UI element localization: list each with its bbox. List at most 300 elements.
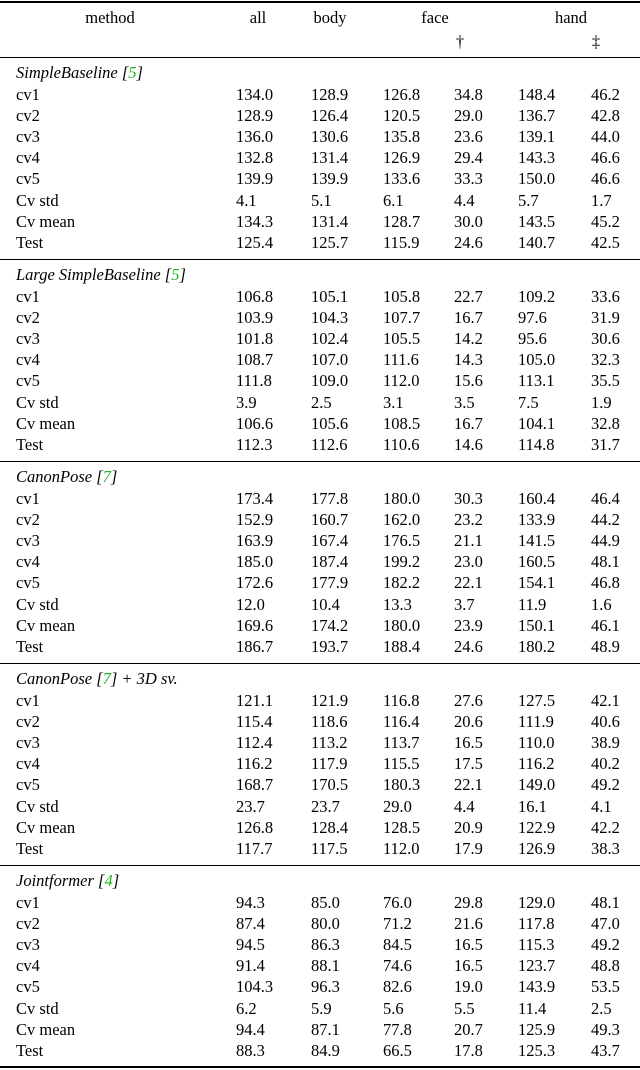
cell-hand: 5.7 [518, 190, 539, 210]
cell-hand: 110.0 [518, 733, 555, 753]
cell-body: 170.5 [311, 775, 349, 795]
cell-hand-sub: 2.5 [591, 998, 612, 1018]
row-label: cv3 [16, 733, 40, 753]
cell-all: 104.3 [236, 977, 274, 997]
cell-face: 6.1 [383, 190, 404, 210]
cell-body: 117.9 [311, 754, 348, 774]
cell-body: 88.1 [311, 956, 340, 976]
cell-hand-sub: 44.9 [591, 531, 620, 551]
header-all: all [249, 8, 267, 27]
cell-hand: 127.5 [518, 691, 556, 710]
cell-face-sub: 30.0 [454, 211, 483, 231]
header-hand: hand [554, 8, 588, 27]
cell-body: 128.4 [311, 817, 349, 837]
cell-all: 134.0 [236, 85, 274, 104]
cell-hand: 7.5 [518, 392, 539, 412]
cell-hand-sub: 49.3 [591, 1019, 620, 1039]
row-label: cv5 [16, 573, 40, 593]
cell-face-sub: 21.6 [454, 914, 483, 934]
cell-hand-sub: 1.6 [591, 594, 612, 614]
cell-face: 135.8 [383, 127, 421, 147]
cell-hand-sub: 32.8 [591, 413, 620, 433]
cell-hand: 125.3 [518, 1040, 556, 1060]
cell-body: 105.6 [311, 413, 349, 433]
cell-face: 108.5 [383, 413, 421, 433]
cell-all: 112.3 [236, 434, 273, 454]
cell-hand-sub: 46.2 [591, 85, 620, 104]
row-label: Cv mean [16, 615, 76, 635]
cell-face-sub: 23.6 [454, 127, 483, 147]
citation-link[interactable]: 5 [171, 265, 180, 284]
cell-hand: 148.4 [518, 85, 556, 104]
cell-face: 128.5 [383, 817, 421, 837]
cell-hand: 11.9 [518, 594, 547, 614]
cell-face-sub: 34.8 [454, 85, 483, 104]
cell-hand-sub: 1.7 [591, 190, 612, 210]
citation-link[interactable]: 7 [102, 467, 111, 486]
cell-body: 113.2 [311, 733, 348, 753]
cell-face: 3.1 [383, 392, 404, 412]
cell-body: 177.9 [311, 573, 349, 593]
cell-face: 66.5 [383, 1040, 412, 1060]
row-label: Test [16, 636, 44, 656]
cell-face-sub: 29.0 [454, 106, 483, 126]
row-label: Cv std [16, 594, 59, 614]
cell-hand: 126.9 [518, 838, 556, 858]
cell-face: 182.2 [383, 573, 421, 593]
cell-face: 76.0 [383, 893, 412, 912]
cell-face-sub: 20.7 [454, 1019, 483, 1039]
cell-all: 172.6 [236, 573, 274, 593]
cell-body: 131.4 [311, 211, 349, 231]
cell-all: 88.3 [236, 1040, 265, 1060]
cell-face: 113.7 [383, 733, 420, 753]
cell-hand-sub: 42.1 [591, 691, 620, 710]
cell-body: 139.9 [311, 169, 349, 189]
cell-body: 177.8 [311, 489, 349, 508]
cell-all: 116.2 [236, 754, 273, 774]
cell-all: 134.3 [236, 211, 274, 231]
cell-body: 5.9 [311, 998, 332, 1018]
cell-face-sub: 15.6 [454, 371, 483, 391]
cell-body: 130.6 [311, 127, 349, 147]
cell-body: 121.9 [311, 691, 349, 710]
cell-body: 2.5 [311, 392, 332, 412]
cell-hand: 180.2 [518, 636, 556, 656]
cell-hand-sub: 48.1 [591, 552, 620, 572]
row-label: Cv std [16, 190, 59, 210]
section-title-text: SimpleBaseline [ [16, 63, 129, 82]
row-label: cv5 [16, 169, 40, 189]
cell-face-sub: 22.1 [454, 573, 483, 593]
cell-face-sub: 22.7 [454, 287, 483, 306]
cell-body: 118.6 [311, 712, 348, 732]
row-label: cv1 [16, 691, 40, 710]
cell-body: 23.7 [311, 796, 340, 816]
cell-hand: 109.2 [518, 287, 556, 306]
cell-hand: 125.9 [518, 1019, 556, 1039]
cell-body: 105.1 [311, 287, 349, 306]
cell-hand-sub: 33.6 [591, 287, 620, 306]
cell-hand: 16.1 [518, 796, 547, 816]
cell-all: 132.8 [236, 148, 274, 168]
section-title-text: CanonPose [ [16, 467, 103, 486]
cell-body: 112.6 [311, 434, 348, 454]
cell-body: 80.0 [311, 914, 340, 934]
cell-hand-sub: 46.6 [591, 169, 620, 189]
cell-face: 120.5 [383, 106, 421, 126]
cell-hand-sub: 35.5 [591, 371, 620, 391]
cell-all: 163.9 [236, 531, 274, 551]
section-rule [0, 259, 640, 260]
cell-hand-sub: 48.1 [591, 893, 620, 912]
cell-face: 188.4 [383, 636, 421, 656]
cell-body: 85.0 [311, 893, 340, 912]
row-label: cv2 [16, 510, 40, 530]
cell-hand-sub: 46.4 [591, 489, 620, 508]
cell-face-sub: 20.6 [454, 712, 483, 732]
cell-face-sub: 20.9 [454, 817, 483, 837]
row-label: Cv mean [16, 1019, 76, 1039]
cell-body: 104.3 [311, 308, 349, 328]
cell-face-sub: 24.6 [454, 636, 483, 656]
row-label: cv3 [16, 329, 40, 349]
section-rule [0, 865, 640, 866]
cell-face-sub: 16.5 [454, 733, 483, 753]
cell-all: 169.6 [236, 615, 274, 635]
cell-hand: 133.9 [518, 510, 556, 530]
row-label: cv3 [16, 935, 40, 955]
header-method: method [85, 8, 135, 27]
cell-all: 6.2 [236, 998, 257, 1018]
top-rule [0, 1, 640, 3]
cell-hand: 136.7 [518, 106, 556, 126]
row-label: Cv mean [16, 817, 76, 837]
cell-all: 186.7 [236, 636, 274, 656]
row-label: cv5 [16, 775, 40, 795]
cell-face: 115.5 [383, 754, 420, 774]
section-title-suffix: ] [112, 871, 120, 890]
cell-face: 126.8 [383, 85, 421, 104]
citation-link[interactable]: 5 [128, 63, 137, 82]
cell-body: 87.1 [311, 1019, 340, 1039]
cell-all: 126.8 [236, 817, 274, 837]
cell-hand: 129.0 [518, 893, 556, 912]
cell-face-sub: 4.4 [454, 796, 475, 816]
cell-face-sub: 33.3 [454, 169, 483, 189]
cell-all: 125.4 [236, 232, 274, 252]
row-label: Cv std [16, 998, 59, 1018]
row-label: cv2 [16, 712, 40, 732]
row-label: Test [16, 1040, 44, 1060]
cell-body: 131.4 [311, 148, 349, 168]
row-label: Test [16, 434, 44, 454]
row-label: cv1 [16, 893, 40, 912]
cell-hand: 154.1 [518, 573, 556, 593]
cell-all: 4.1 [236, 190, 257, 210]
cell-hand: 143.9 [518, 977, 556, 997]
bottom-rule [0, 1066, 640, 1068]
cell-face: 116.4 [383, 712, 420, 732]
cell-face-sub: 16.7 [454, 413, 483, 433]
cell-body: 84.9 [311, 1040, 340, 1060]
cell-body: 125.7 [311, 232, 349, 252]
cell-hand: 143.5 [518, 211, 556, 231]
cell-all: 106.8 [236, 287, 274, 306]
cell-face: 110.6 [383, 434, 420, 454]
cell-hand-sub: 49.2 [591, 935, 620, 955]
section-rule [0, 663, 640, 664]
cell-hand: 105.0 [518, 350, 556, 370]
cell-face-sub: 21.1 [454, 531, 483, 551]
cell-body: 167.4 [311, 531, 349, 551]
section-title [16, 871, 119, 891]
row-label: cv1 [16, 287, 40, 306]
cell-face: 180.0 [383, 489, 421, 508]
cell-hand-sub: 1.9 [591, 392, 612, 412]
cell-face-sub: 29.4 [454, 148, 483, 168]
cell-face: 133.6 [383, 169, 421, 189]
cell-face-sub: 14.3 [454, 350, 483, 370]
cell-hand: 149.0 [518, 775, 556, 795]
cell-hand-sub: 4.1 [591, 796, 612, 816]
cell-face: 112.0 [383, 371, 420, 391]
cell-hand-sub: 49.2 [591, 775, 620, 795]
cell-face: 84.5 [383, 935, 412, 955]
cell-hand-sub: 46.6 [591, 148, 620, 168]
cell-hand-sub: 48.8 [591, 956, 620, 976]
cell-hand: 104.1 [518, 413, 556, 433]
cell-hand-sub: 30.6 [591, 329, 620, 349]
row-label: cv3 [16, 531, 40, 551]
cell-all: 173.4 [236, 489, 274, 508]
cell-face-sub: 29.8 [454, 893, 483, 912]
cell-face-sub: 3.5 [454, 392, 475, 412]
cell-face: 162.0 [383, 510, 421, 530]
cell-face-sub: 27.6 [454, 691, 483, 710]
cell-hand: 141.5 [518, 531, 556, 551]
cell-face: 128.7 [383, 211, 421, 231]
cell-face-sub: 4.4 [454, 190, 475, 210]
cell-all: 115.4 [236, 712, 273, 732]
row-label: Cv std [16, 796, 59, 816]
cell-body: 102.4 [311, 329, 349, 349]
row-label: cv4 [16, 148, 40, 168]
section-title-text: Large SimpleBaseline [ [16, 265, 172, 284]
cell-hand: 114.8 [518, 434, 555, 454]
cell-face-sub: 14.2 [454, 329, 483, 349]
cell-hand-sub: 31.9 [591, 308, 620, 328]
cell-face-sub: 16.5 [454, 956, 483, 976]
cell-face: 71.2 [383, 914, 412, 934]
cell-all: 103.9 [236, 308, 274, 328]
cell-hand-sub: 46.8 [591, 573, 620, 593]
cell-all: 94.4 [236, 1019, 265, 1039]
cell-face-sub: 30.3 [454, 489, 483, 508]
cell-hand-sub: 42.2 [591, 817, 620, 837]
row-label: Test [16, 232, 44, 252]
cell-face: 126.9 [383, 148, 421, 168]
cell-all: 136.0 [236, 127, 274, 147]
cell-all: 111.8 [236, 371, 272, 391]
cell-face-sub: 19.0 [454, 977, 483, 997]
cell-face: 77.8 [383, 1019, 412, 1039]
cell-all: 23.7 [236, 796, 265, 816]
row-label: cv4 [16, 552, 40, 572]
cell-all: 3.9 [236, 392, 257, 412]
cell-face-sub: 22.1 [454, 775, 483, 795]
row-label: cv3 [16, 127, 40, 147]
cell-hand: 160.4 [518, 489, 556, 508]
cell-body: 160.7 [311, 510, 349, 530]
header-face-mark: † [455, 32, 465, 51]
cell-hand-sub: 48.9 [591, 636, 620, 656]
citation-link[interactable]: 7 [102, 669, 111, 688]
section-title-suffix: ] [179, 265, 186, 284]
cell-body: 10.4 [311, 594, 340, 614]
cell-hand-sub: 40.6 [591, 712, 620, 732]
row-label: cv1 [16, 489, 40, 508]
cell-body: 86.3 [311, 935, 340, 955]
cell-hand: 116.2 [518, 754, 555, 774]
cell-hand: 115.3 [518, 935, 555, 955]
cell-all: 108.7 [236, 350, 274, 370]
section-title-text: CanonPose [ [16, 669, 103, 688]
cell-face-sub: 23.2 [454, 510, 483, 530]
section-rule [0, 57, 640, 58]
section-title [16, 467, 117, 487]
cell-all: 12.0 [236, 594, 265, 614]
cell-face: 111.6 [383, 350, 419, 370]
cell-hand: 150.1 [518, 615, 556, 635]
section-title [16, 265, 186, 285]
cell-hand: 160.5 [518, 552, 556, 572]
cell-body: 96.3 [311, 977, 340, 997]
cell-face: 13.3 [383, 594, 412, 614]
cell-hand: 150.0 [518, 169, 556, 189]
cell-face-sub: 16.7 [454, 308, 483, 328]
row-label: Cv mean [16, 413, 76, 433]
cell-all: 128.9 [236, 106, 274, 126]
section-title-suffix: ] + 3D sv. [110, 669, 178, 688]
cell-body: 5.1 [311, 190, 332, 210]
row-label: cv1 [16, 85, 40, 104]
cell-hand-sub: 40.2 [591, 754, 620, 774]
row-label: cv5 [16, 977, 40, 997]
cell-hand-sub: 38.9 [591, 733, 620, 753]
cell-hand: 113.1 [518, 371, 555, 391]
citation-link[interactable]: 4 [104, 871, 113, 890]
cell-hand-sub: 42.5 [591, 232, 620, 252]
header-body: body [313, 8, 347, 27]
cell-face: 74.6 [383, 956, 412, 976]
cell-face-sub: 17.9 [454, 838, 483, 858]
row-label: Cv std [16, 392, 59, 412]
cell-body: 117.5 [311, 838, 348, 858]
row-label: cv5 [16, 371, 40, 391]
cell-face-sub: 3.7 [454, 594, 475, 614]
cell-hand-sub: 46.1 [591, 615, 620, 635]
cell-face-sub: 14.6 [454, 434, 483, 454]
cell-face: 199.2 [383, 552, 421, 572]
cell-face: 180.0 [383, 615, 421, 635]
row-label: Cv mean [16, 211, 76, 231]
cell-all: 112.4 [236, 733, 273, 753]
cell-hand: 140.7 [518, 232, 556, 252]
cell-face-sub: 23.0 [454, 552, 483, 572]
cell-hand: 95.6 [518, 329, 547, 349]
row-label: cv2 [16, 106, 40, 126]
cell-hand: 97.6 [518, 308, 547, 328]
cell-all: 139.9 [236, 169, 274, 189]
cell-body: 107.0 [311, 350, 349, 370]
cell-all: 91.4 [236, 956, 265, 976]
cell-all: 121.1 [236, 691, 274, 710]
cell-hand-sub: 42.8 [591, 106, 620, 126]
cell-face-sub: 23.9 [454, 615, 483, 635]
cell-hand: 11.4 [518, 998, 547, 1018]
cell-hand: 139.1 [518, 127, 556, 147]
cell-hand-sub: 43.7 [591, 1040, 620, 1060]
cell-body: 126.4 [311, 106, 349, 126]
row-label: cv4 [16, 754, 40, 774]
row-label: Test [16, 838, 44, 858]
cell-body: 128.9 [311, 85, 349, 104]
cell-all: 106.6 [236, 413, 274, 433]
cell-face-sub: 5.5 [454, 998, 475, 1018]
cell-face: 105.5 [383, 329, 421, 349]
cell-hand: 122.9 [518, 817, 556, 837]
cell-all: 185.0 [236, 552, 274, 572]
cell-all: 94.3 [236, 893, 265, 912]
section-rule [0, 461, 640, 462]
cell-face: 5.6 [383, 998, 404, 1018]
cell-hand-sub: 38.3 [591, 838, 620, 858]
cell-face: 176.5 [383, 531, 421, 551]
cell-face-sub: 16.5 [454, 935, 483, 955]
row-label: cv4 [16, 350, 40, 370]
cell-face-sub: 24.6 [454, 232, 483, 252]
cell-body: 193.7 [311, 636, 349, 656]
cell-hand-sub: 44.2 [591, 510, 620, 530]
cell-all: 94.5 [236, 935, 265, 955]
cell-hand: 143.3 [518, 148, 556, 168]
header-face: face [421, 8, 449, 27]
cell-hand-sub: 53.5 [591, 977, 620, 997]
cell-hand-sub: 44.0 [591, 127, 620, 147]
cell-face: 115.9 [383, 232, 420, 252]
cell-hand: 111.9 [518, 712, 554, 732]
cell-hand: 123.7 [518, 956, 556, 976]
cell-hand-sub: 31.7 [591, 434, 620, 454]
cell-hand: 117.8 [518, 914, 555, 934]
section-title [16, 63, 143, 83]
cell-face: 29.0 [383, 796, 412, 816]
cell-face: 116.8 [383, 691, 420, 710]
section-title-text: Jointformer [ [16, 871, 105, 890]
section-title [16, 669, 178, 689]
cell-face: 105.8 [383, 287, 421, 306]
cell-face: 82.6 [383, 977, 412, 997]
row-label: cv2 [16, 308, 40, 328]
cell-face: 112.0 [383, 838, 420, 858]
cell-body: 109.0 [311, 371, 349, 391]
header-hand-mark: ‡ [591, 32, 601, 51]
cell-body: 174.2 [311, 615, 349, 635]
section-title-suffix: ] [110, 467, 118, 486]
cell-face: 107.7 [383, 308, 421, 328]
cell-face-sub: 17.8 [454, 1040, 483, 1060]
